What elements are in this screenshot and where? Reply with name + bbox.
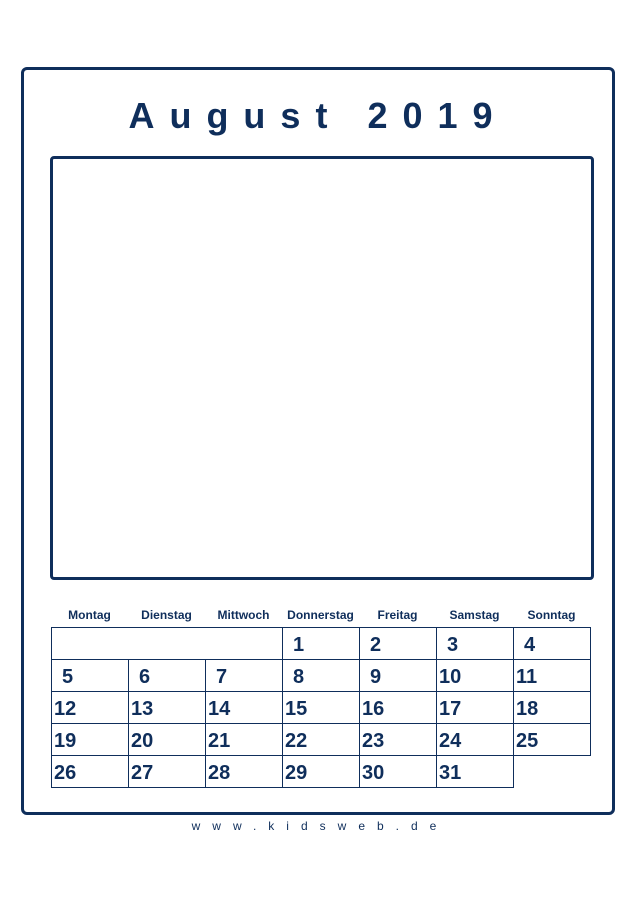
weekday-label: Mittwoch [217,608,270,622]
weekday-header-row [51,608,591,626]
day-number: 5 [62,666,74,688]
day-cell [513,723,591,756]
day-number: 11 [516,666,538,688]
day-cell [282,755,360,788]
day-number: 27 [131,762,154,784]
day-number: 25 [516,730,539,752]
month-label: August [128,95,343,136]
weekday-label: Samstag [449,608,500,622]
day-cell [513,691,591,724]
day-number: 10 [439,666,462,688]
day-number: 29 [285,762,308,784]
day-cell [359,755,437,788]
day-cell [205,691,283,724]
day-number: 21 [208,730,231,752]
day-cell [282,723,360,756]
day-number: 24 [439,730,462,752]
weekday-label: Freitag [377,608,418,622]
day-cell [359,627,437,660]
day-cell [128,659,206,692]
empty-cell [51,627,283,660]
day-cell [282,691,360,724]
day-cell [436,627,514,660]
day-number: 16 [362,698,385,720]
day-cell [436,659,514,692]
day-number: 22 [285,730,308,752]
day-number: 23 [362,730,385,752]
day-cell [513,627,591,660]
day-cell [282,659,360,692]
day-cell [205,659,283,692]
day-number: 4 [524,634,536,656]
day-cell [436,691,514,724]
day-number: 15 [285,698,308,720]
day-number: 3 [447,634,459,656]
day-number: 1 [293,634,305,656]
day-number: 14 [208,698,231,720]
day-cell [128,723,206,756]
day-cell [436,755,514,788]
calendar-title [21,92,615,140]
day-cell [205,723,283,756]
year-label: 2019 [367,95,508,136]
day-cell [51,755,129,788]
weekday-label: Sonntag [527,608,576,622]
day-cell [359,723,437,756]
day-number: 31 [439,762,462,784]
day-cell [359,659,437,692]
day-number: 17 [439,698,462,720]
day-cell [513,659,591,692]
day-cell [51,659,129,692]
day-number: 18 [516,698,539,720]
day-number: 20 [131,730,154,752]
day-number: 7 [216,666,228,688]
day-number: 28 [208,762,231,784]
day-cell [205,755,283,788]
day-cell [51,691,129,724]
day-number: 26 [54,762,77,784]
photo-placeholder-box [50,156,594,580]
day-cell [51,723,129,756]
day-grid [51,627,591,789]
day-number: 30 [362,762,385,784]
weekday-label: Montag [68,608,111,622]
day-cell [282,627,360,660]
weekday-label: Donnerstag [287,608,354,622]
day-cell [359,691,437,724]
day-cell [436,723,514,756]
day-cell [128,755,206,788]
day-number: 8 [293,666,305,688]
day-number: 19 [54,730,77,752]
day-number: 13 [131,698,154,720]
day-cell [128,691,206,724]
weekday-label: Dienstag [141,608,192,622]
day-number: 6 [139,666,151,688]
footer-url: www.kidsweb.de [191,819,449,833]
day-number: 9 [370,666,382,688]
day-number: 12 [54,698,77,720]
day-number: 2 [370,634,382,656]
